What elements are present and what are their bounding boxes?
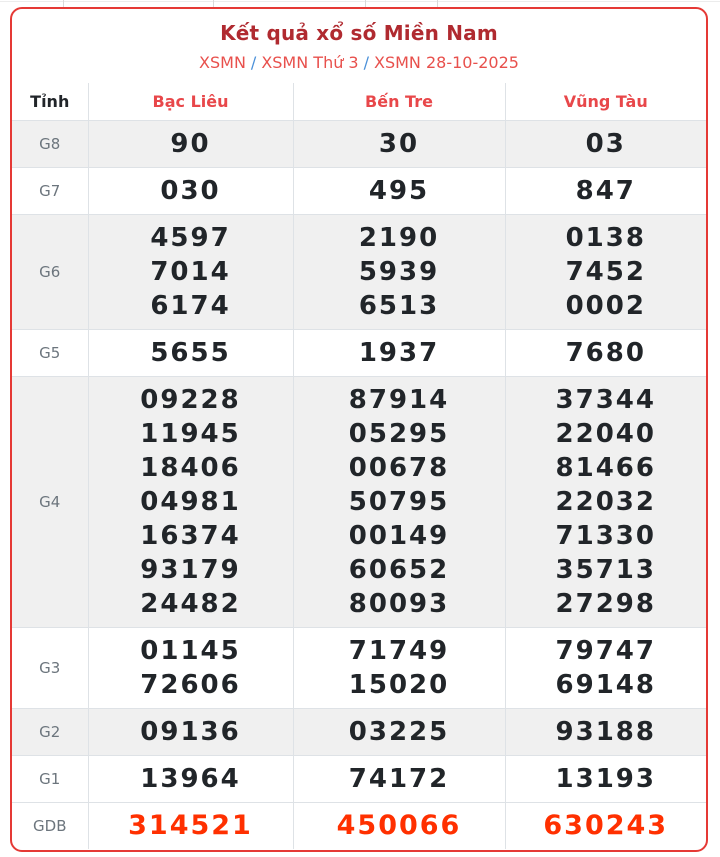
result-cell <box>88 756 293 803</box>
result-number: 72606 <box>140 670 241 700</box>
result-number: 2190 <box>358 223 440 253</box>
result-cell <box>293 168 505 215</box>
result-number: 7014 <box>150 257 231 287</box>
result-cell <box>88 628 293 709</box>
lottery-results-card <box>10 7 708 852</box>
result-cell <box>88 168 293 215</box>
result-cell <box>88 215 293 330</box>
province-header-vung-tau[interactable]: Vũng Tàu <box>505 83 706 121</box>
result-number: 495 <box>368 176 430 206</box>
top-fragment-line <box>0 1 720 2</box>
table-row <box>12 803 706 850</box>
prize-label: G7 <box>12 168 88 215</box>
table-row <box>12 709 706 756</box>
card-header <box>12 9 706 83</box>
result-number: 80093 <box>348 589 450 619</box>
result-cell <box>505 215 706 330</box>
result-cell <box>505 709 706 756</box>
result-number: 60652 <box>348 555 450 585</box>
prize-label: G3 <box>12 628 88 709</box>
result-number: 15020 <box>348 670 450 700</box>
result-number: 79747 <box>555 636 656 666</box>
result-number: 1937 <box>358 338 440 368</box>
result-number: 90 <box>170 129 211 159</box>
table-row <box>12 215 706 330</box>
breadcrumb <box>12 53 706 73</box>
result-number: 0002 <box>565 291 646 321</box>
result-number: 35713 <box>555 555 656 585</box>
breadcrumb-separator: / <box>250 53 257 72</box>
result-number: 18406 <box>140 453 241 483</box>
result-number: 4597 <box>150 223 231 253</box>
result-number: 5939 <box>358 257 440 287</box>
prize-label: GDB <box>12 803 88 850</box>
result-number: 30 <box>378 129 420 159</box>
result-cell <box>505 803 706 850</box>
result-cell <box>293 215 505 330</box>
top-fragment-tick <box>213 0 214 7</box>
result-number: 09228 <box>140 385 241 415</box>
result-cell <box>88 803 293 850</box>
prize-label: G6 <box>12 215 88 330</box>
result-number: 03225 <box>348 717 450 747</box>
result-cell <box>505 377 706 628</box>
breadcrumb-separator: / <box>363 53 369 72</box>
result-number: 74172 <box>348 764 450 794</box>
result-number: 09136 <box>140 717 241 747</box>
result-cell <box>88 121 293 168</box>
result-cell <box>293 377 505 628</box>
result-cell <box>505 121 706 168</box>
result-number: 847 <box>575 176 636 206</box>
result-cell <box>293 121 505 168</box>
result-number: 0138 <box>565 223 646 253</box>
result-number: 22032 <box>555 487 656 517</box>
province-header-ben-tre[interactable]: Bến Tre <box>293 83 505 121</box>
result-cell <box>293 330 505 377</box>
table-header-row <box>12 83 706 121</box>
result-cell <box>293 803 505 850</box>
result-number: 22040 <box>555 419 656 449</box>
result-number: 24482 <box>140 589 241 619</box>
table-row <box>12 330 706 377</box>
result-number: 81466 <box>555 453 656 483</box>
result-number: 00149 <box>348 521 450 551</box>
result-number: 03 <box>585 129 626 159</box>
result-number: 93188 <box>555 717 656 747</box>
result-cell <box>293 756 505 803</box>
table-row <box>12 121 706 168</box>
result-cell <box>293 628 505 709</box>
prize-label: G1 <box>12 756 88 803</box>
result-number: 11945 <box>140 419 241 449</box>
results-body <box>12 121 706 850</box>
result-cell <box>505 628 706 709</box>
result-number: 93179 <box>140 555 241 585</box>
result-number: 37344 <box>555 385 656 415</box>
result-number: 87914 <box>348 385 450 415</box>
result-number: 030 <box>160 176 221 206</box>
result-number: 13193 <box>555 764 656 794</box>
result-number: 314521 <box>128 810 253 841</box>
result-number: 04981 <box>140 487 241 517</box>
result-number: 71330 <box>555 521 656 551</box>
province-header-bac-lieu[interactable]: Bạc Liêu <box>88 83 293 121</box>
result-number: 6513 <box>358 291 440 321</box>
result-number: 50795 <box>348 487 450 517</box>
top-fragment-tick <box>63 0 64 7</box>
breadcrumb-link-xsmn-thu-3[interactable]: XSMN Thứ 3 <box>261 53 359 72</box>
top-fragment-tick <box>437 0 438 7</box>
result-number: 450066 <box>336 810 462 841</box>
prize-label: G5 <box>12 330 88 377</box>
result-cell <box>293 709 505 756</box>
result-number: 01145 <box>140 636 241 666</box>
breadcrumb-link-xsmn[interactable]: XSMN <box>199 53 246 72</box>
result-cell <box>88 330 293 377</box>
result-cell <box>505 330 706 377</box>
result-number: 7452 <box>565 257 646 287</box>
page-title: Kết quả xổ số Miền Nam <box>220 21 498 45</box>
result-number: 05295 <box>348 419 450 449</box>
prize-label: G8 <box>12 121 88 168</box>
result-number: 13964 <box>140 764 241 794</box>
results-table <box>12 83 706 849</box>
result-number: 7680 <box>565 338 646 368</box>
prize-label: G2 <box>12 709 88 756</box>
breadcrumb-link-xsmn-date[interactable]: XSMN 28-10-2025 <box>374 53 519 72</box>
result-number: 16374 <box>140 521 241 551</box>
result-cell <box>88 709 293 756</box>
result-cell <box>505 168 706 215</box>
result-number: 630243 <box>543 810 669 841</box>
result-number: 6174 <box>150 291 231 321</box>
prize-label: G4 <box>12 377 88 628</box>
top-fragment-tick <box>365 0 366 7</box>
result-cell <box>505 756 706 803</box>
table-row <box>12 168 706 215</box>
result-number: 69148 <box>555 670 656 700</box>
result-number: 71749 <box>348 636 450 666</box>
result-cell <box>88 377 293 628</box>
result-number: 5655 <box>150 338 231 368</box>
result-number: 27298 <box>555 589 656 619</box>
table-row <box>12 377 706 628</box>
table-row <box>12 628 706 709</box>
table-row <box>12 756 706 803</box>
province-column-header: Tỉnh <box>12 83 88 121</box>
result-number: 00678 <box>348 453 450 483</box>
